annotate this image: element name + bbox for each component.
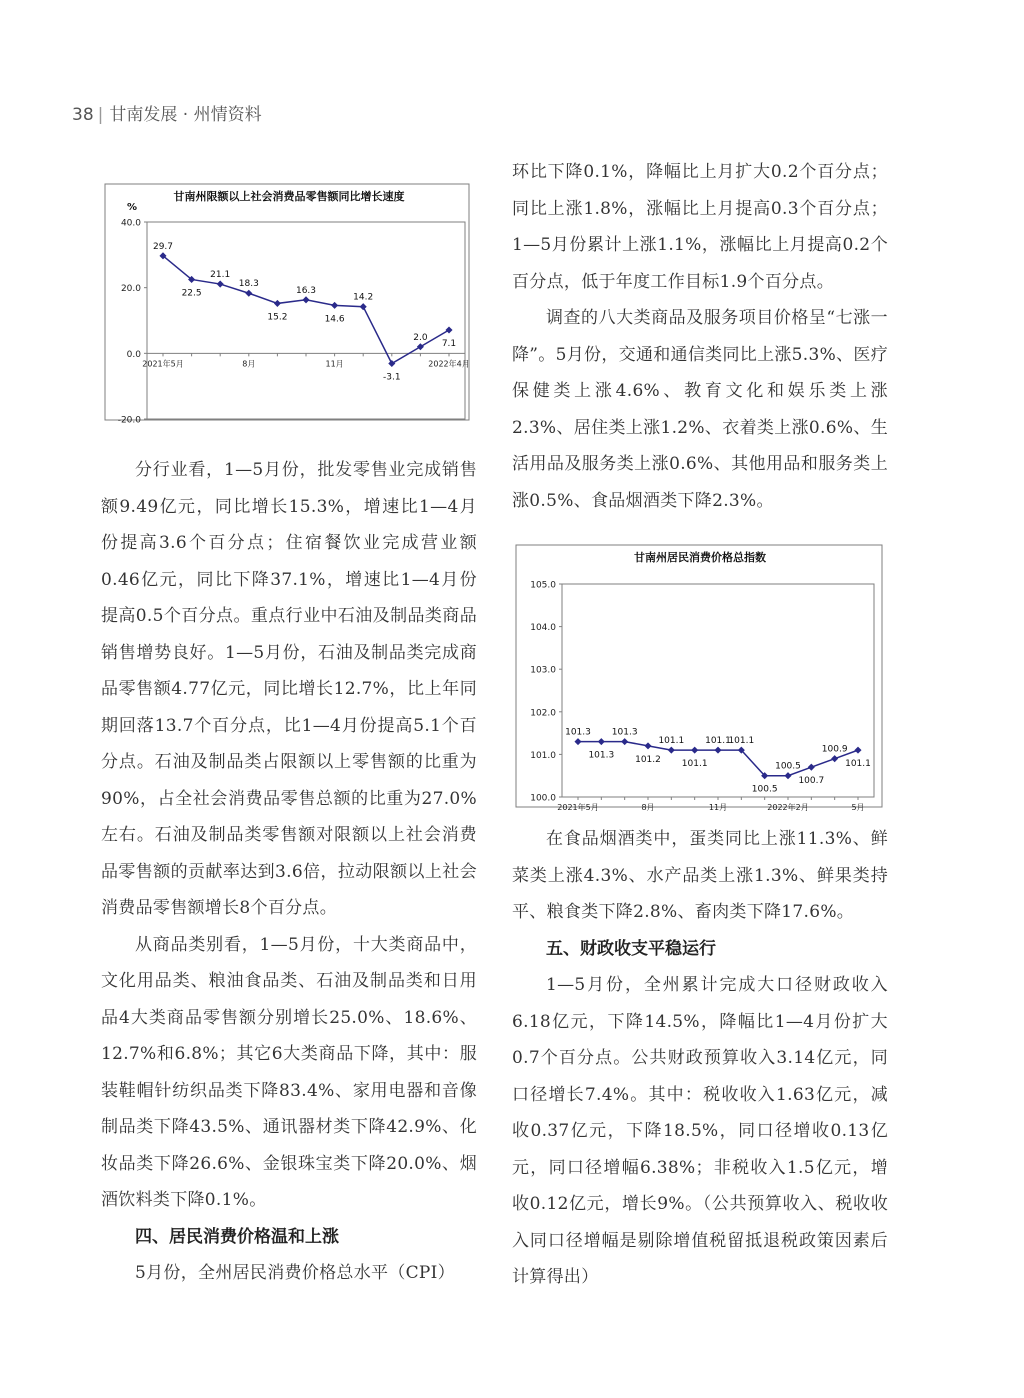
- data-label: 101.3: [611, 727, 638, 738]
- y-tick-label: 100.0: [530, 793, 556, 804]
- data-label: 101.1: [845, 759, 871, 770]
- x-tick-label: 2021年5月: [142, 359, 184, 369]
- data-label: 7.1: [441, 339, 457, 350]
- y-tick-label: -20.0: [117, 415, 141, 426]
- x-tick-label: 2021年5月: [557, 803, 599, 811]
- data-point: [574, 738, 581, 745]
- paragraph-category: 从商品类别看，1—5月份，十大类商品中，文化用品类、粮油食品类、石油及制品类和日用品4大类商品零售额分别增长25.0%、18.6%、12.7%和6.8%；其它6大类商品下降，其中：服装鞋帽针纺织品类下降83.4%、家用电器和音像制品类下降43.5%、通讯器材类下降42.9%、化妆品类下降26.6%、金银珠宝类下降20.0%、烟酒饮料类下降0.1%。: [101, 934, 477, 1210]
- data-point: [331, 302, 338, 309]
- data-label: 18.3: [238, 279, 259, 290]
- x-tick-label: 2022年4月: [428, 359, 470, 369]
- data-point: [388, 360, 395, 367]
- data-point: [784, 772, 791, 779]
- retail-growth-chart-svg: [101, 180, 477, 430]
- y-tick-label: 103.0: [530, 665, 556, 676]
- plot-area: [147, 222, 465, 419]
- y-tick-label: 102.0: [530, 708, 556, 719]
- data-point: [217, 281, 224, 288]
- paragraph-eight-categories: 调查的八大类商品及服务项目价格呈“七涨一降”。5月份，交通和通信类同比上涨5.3%、医疗保健类上涨4.6%、教育文化和娱乐类上涨2.3%、居住类上涨1.2%、衣着类上涨0.6%、生活用品及服务类上涨0.6%、其他用品和服务类上涨0.5%、食品烟酒类下降2.3%。: [512, 308, 888, 511]
- paragraph-industry: 分行业看，1—5月份，批发零售业完成销售额9.49亿元，同比增长15.3%，增速比1—4月份提高3.6个百分点；住宿餐饮业完成营业额0.46亿元，同比下降37.1%，增速比1—4月份提高0.5个百分点。重点行业中石油及制品类商品销售增势良好。1—5月份，石油及制品类完成商品零售额4.77亿元，同比增长12.7%，比上年同期回落13.7个百分点，比1—4月份提高5.1个百分点。石油及制品类占限额以上零售额的比重为90%，占全社会消费品零售总额的比重为27.0%左右。石油及制品类零售额对限额以上社会消费品零售额的贡献率达到3.6倍，拉动限额以上社会消费品零售额增长8个百分点。: [101, 460, 477, 918]
- plot-area: [562, 584, 874, 797]
- data-label: 101.1: [705, 736, 731, 747]
- data-point: [854, 747, 861, 754]
- data-label: 100.5: [775, 761, 801, 772]
- data-label: 100.7: [798, 776, 825, 787]
- data-label: 100.5: [751, 784, 778, 795]
- data-label: 101.1: [728, 736, 755, 747]
- page-number: 38: [72, 105, 94, 125]
- data-label: 14.6: [324, 314, 345, 325]
- data-label: -3.1: [383, 372, 401, 383]
- data-label: 29.7: [152, 241, 174, 252]
- data-label: 15.2: [267, 312, 288, 323]
- data-point: [831, 755, 838, 762]
- y-tick-label: 0.0: [126, 349, 141, 360]
- y-tick-label: 105.0: [530, 580, 556, 591]
- running-head: [72, 100, 262, 125]
- data-point: [417, 343, 424, 350]
- data-label: 101.2: [635, 754, 661, 765]
- section-heading-finance: 五、财政收支平稳运行: [546, 938, 716, 959]
- data-label: 14.2: [353, 292, 374, 303]
- data-point: [360, 303, 367, 310]
- data-point: [445, 326, 452, 333]
- data-point: [598, 738, 605, 745]
- data-label: 101.1: [681, 759, 708, 770]
- data-label: 101.1: [658, 736, 685, 747]
- data-point: [808, 764, 815, 771]
- cpi-index-chart-svg: [512, 541, 888, 811]
- chart-title: 甘南州限额以上社会消费品零售额同比增长速度: [173, 190, 405, 203]
- data-label: 100.9: [821, 744, 848, 755]
- x-tick-label: 11月: [325, 359, 344, 369]
- y-tick-label: 40.0: [120, 218, 141, 229]
- data-point: [691, 747, 698, 754]
- y-tick-label: 101.0: [530, 750, 556, 761]
- chart-title: 甘南州居民消费价格总指数: [634, 551, 766, 564]
- data-label: 22.5: [181, 288, 202, 299]
- series-line: [163, 256, 449, 364]
- data-label: 16.3: [295, 285, 317, 296]
- x-tick-label: 11月: [708, 803, 728, 811]
- data-point: [668, 747, 675, 754]
- right-column: [512, 154, 888, 1296]
- cpi-index-chart: [512, 541, 888, 815]
- left-column: [101, 180, 477, 1292]
- data-label: 101.3: [565, 727, 591, 738]
- data-point: [714, 747, 721, 754]
- data-point: [274, 300, 281, 307]
- data-label: 2.0: [413, 332, 428, 343]
- data-point: [302, 296, 309, 303]
- paragraph-cpi-continued: 环比下降0.1%，降幅比上月扩大0.2个百分点；同比上涨1.8%，涨幅比上月提高0.3个百分点；1—5月份累计上涨1.1%，涨幅比上月提高0.2个百分点，低于年度工作目标1.9个百分点。: [512, 162, 888, 292]
- y-tick-label: 20.0: [120, 284, 141, 295]
- x-tick-label: 2022年2月: [767, 803, 809, 811]
- header-divider: |: [97, 105, 104, 125]
- data-point: [621, 738, 628, 745]
- data-label: 21.1: [210, 270, 231, 281]
- y-tick-label: 104.0: [530, 623, 556, 634]
- data-label: 101.3: [588, 750, 615, 761]
- retail-growth-chart: [101, 180, 477, 434]
- section-heading-cpi: 四、居民消费价格温和上涨: [135, 1226, 339, 1247]
- x-tick-label: 5月: [851, 803, 865, 811]
- x-tick-label: 8月: [641, 803, 655, 811]
- x-tick-label: 8月: [242, 359, 256, 369]
- paragraph-finance: 1—5月份，全州累计完成大口径财政收入6.18亿元，下降14.5%，降幅比1—4月份扩大0.7个百分点。公共财政预算收入3.14亿元，同口径增长7.4%。其中：税收收入1.63亿元，减收0.37亿元，下降18.5%，同口径增收0.13亿元，同口径增幅6.38%；非税收入1.5亿元，增收0.12亿元，增长9%。（公共预算收入、税收收入同口径增幅是剔除增值税留抵退税政策因素后计算得出）: [512, 975, 888, 1287]
- y-axis-unit: %: [127, 202, 138, 213]
- paragraph-food: 在食品烟酒类中，蛋类同比上涨11.3%、鲜菜类上涨4.3%、水产品类上涨1.3%、鲜果类持平、粮食类下降2.8%、畜肉类下降17.6%。: [512, 829, 888, 922]
- data-point: [245, 290, 252, 297]
- publication-title: 甘南发展 · 州情资料: [109, 105, 262, 125]
- data-point: [644, 742, 651, 749]
- paragraph-cpi-intro: 5月份，全州居民消费价格总水平（CPI）: [135, 1263, 455, 1283]
